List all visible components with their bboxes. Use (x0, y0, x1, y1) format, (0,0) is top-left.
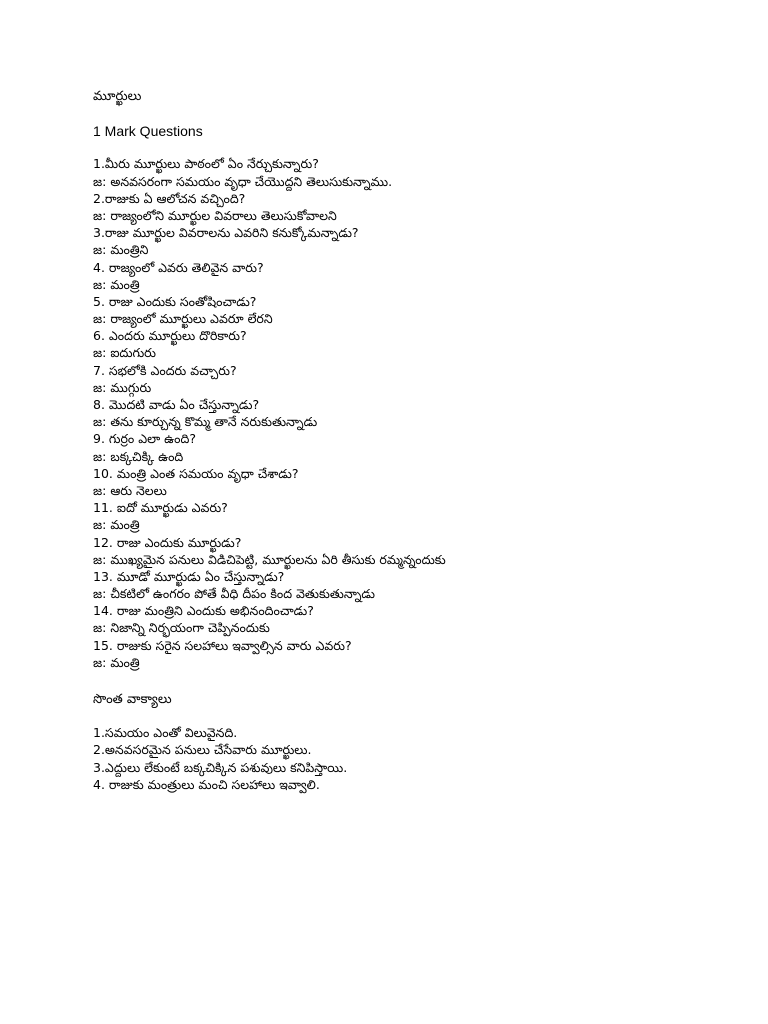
qa-line: 6. ఎందరు మూర్ఖులు దొరికారు? (93, 328, 247, 344)
qa-line: 9. గుర్రం ఎలా ఉంది? (93, 431, 196, 447)
qa-line: జ: ఆరు నెలలు (93, 482, 167, 498)
qa-line: జ: ముఖ్యమైన పనులు విడిచిపెట్టి, మూర్ఖులను ఏరి తీసుకు రమ్మన్నందుకు (93, 551, 446, 567)
document-title: మూర్ఖులు (93, 89, 142, 104)
qa-line: జ: మంత్రి (93, 654, 140, 670)
qa-line: 15. రాజుకు సరైన సలహాలు ఇవ్వాల్సిన వారు ఎవరు? (93, 637, 352, 653)
qa-line: 8. మొదటి వాడు ఏం చేస్తున్నాడు? (93, 397, 260, 412)
qa-line: జ: మంత్రి (93, 517, 140, 533)
sentence-line: 1.సమయం ఎంతో విలువైనది. (93, 725, 238, 741)
sentence-list (93, 724, 753, 793)
qa-line: జ: నిజాన్ని నిర్భయంగా చెప్పినందుకు (93, 620, 270, 636)
sentence-line: 3.ఎద్దులు లేకుంటే బక్కచిక్కిన పశువులు కనిపిస్తాయి. (93, 759, 348, 775)
qa-line: జ: రాజ్యంలో మూర్ఖులు ఎవరూ లేరని (93, 311, 273, 327)
qa-line: జ: ఐదుగురు (93, 345, 156, 361)
qa-line: 1.మీరు మూర్ఖులు పాఠంలో ఏం నేర్చుకున్నారు? (93, 156, 319, 172)
qa-line: జ: మంత్రిని (93, 242, 149, 258)
qa-line: జ: ముగ్గురు (93, 379, 152, 395)
qa-line: 12. రాజు ఎందుకు మూర్ఖుడు? (93, 534, 242, 550)
qa-line: 10. మంత్రి ఎంత సమయం వృధా చేశాడు? (93, 465, 299, 481)
section-heading-1-mark: 1 Mark Questions (93, 123, 203, 140)
qa-line: జ: రాజ్యంలోని మూర్ఖుల వివరాలు తెలుసుకోవాలని (93, 207, 337, 223)
section-heading-own-sentences: సొంత వాక్యాలు (93, 692, 172, 707)
qa-line: జ: చీకటిలో ఉంగరం పోతే వీధి దీపం కింద వెతుకుతున్నాడు (93, 586, 376, 602)
qa-line: 11. ఐదో మూర్ఖుడు ఎవరు? (93, 500, 228, 516)
qa-line: జ: అనవసరంగా సమయం వృధా చేయొద్దని తెలుసుకున్నాము. (93, 173, 393, 189)
qa-line: 5. రాజు ఎందుకు సంతోషించాడు? (93, 293, 257, 309)
document-page (93, 88, 753, 793)
sentence-line: 4. రాజుకు మంత్రులు మంచి సలహాలు ఇవ్వాలి. (93, 776, 320, 792)
qa-line: 3.రాజు మూర్ఖుల వివరాలను ఎవరిని కనుక్కోమన్నాడు? (93, 225, 359, 241)
qa-line: 2.రాజుకు ఏ ఆలోచన వచ్చింది? (93, 190, 246, 206)
qa-line: 14. రాజు మంత్రిని ఎందుకు అభినందించాడు? (93, 603, 314, 619)
sentence-line: 2.అనవసరమైన పనులు చేసేవారు మూర్ఖులు. (93, 742, 312, 758)
qa-line: జ: మంత్రి (93, 276, 140, 292)
qa-line: జ: బక్కచిక్కి ఉంది (93, 448, 184, 464)
qa-line: జ: తను కూర్చున్న కొమ్మ తానే నరుకుతున్నాడు (93, 414, 318, 430)
qa-line: 4. రాజ్యంలో ఎవరు తెలివైన వారు? (93, 259, 264, 275)
qa-list (93, 155, 753, 671)
qa-line: 13. మూడో మూర్ఖుడు ఏం చేస్తున్నాడు? (93, 568, 285, 584)
qa-line: 7. సభలోకి ఎందరు వచ్చారు? (93, 362, 237, 378)
